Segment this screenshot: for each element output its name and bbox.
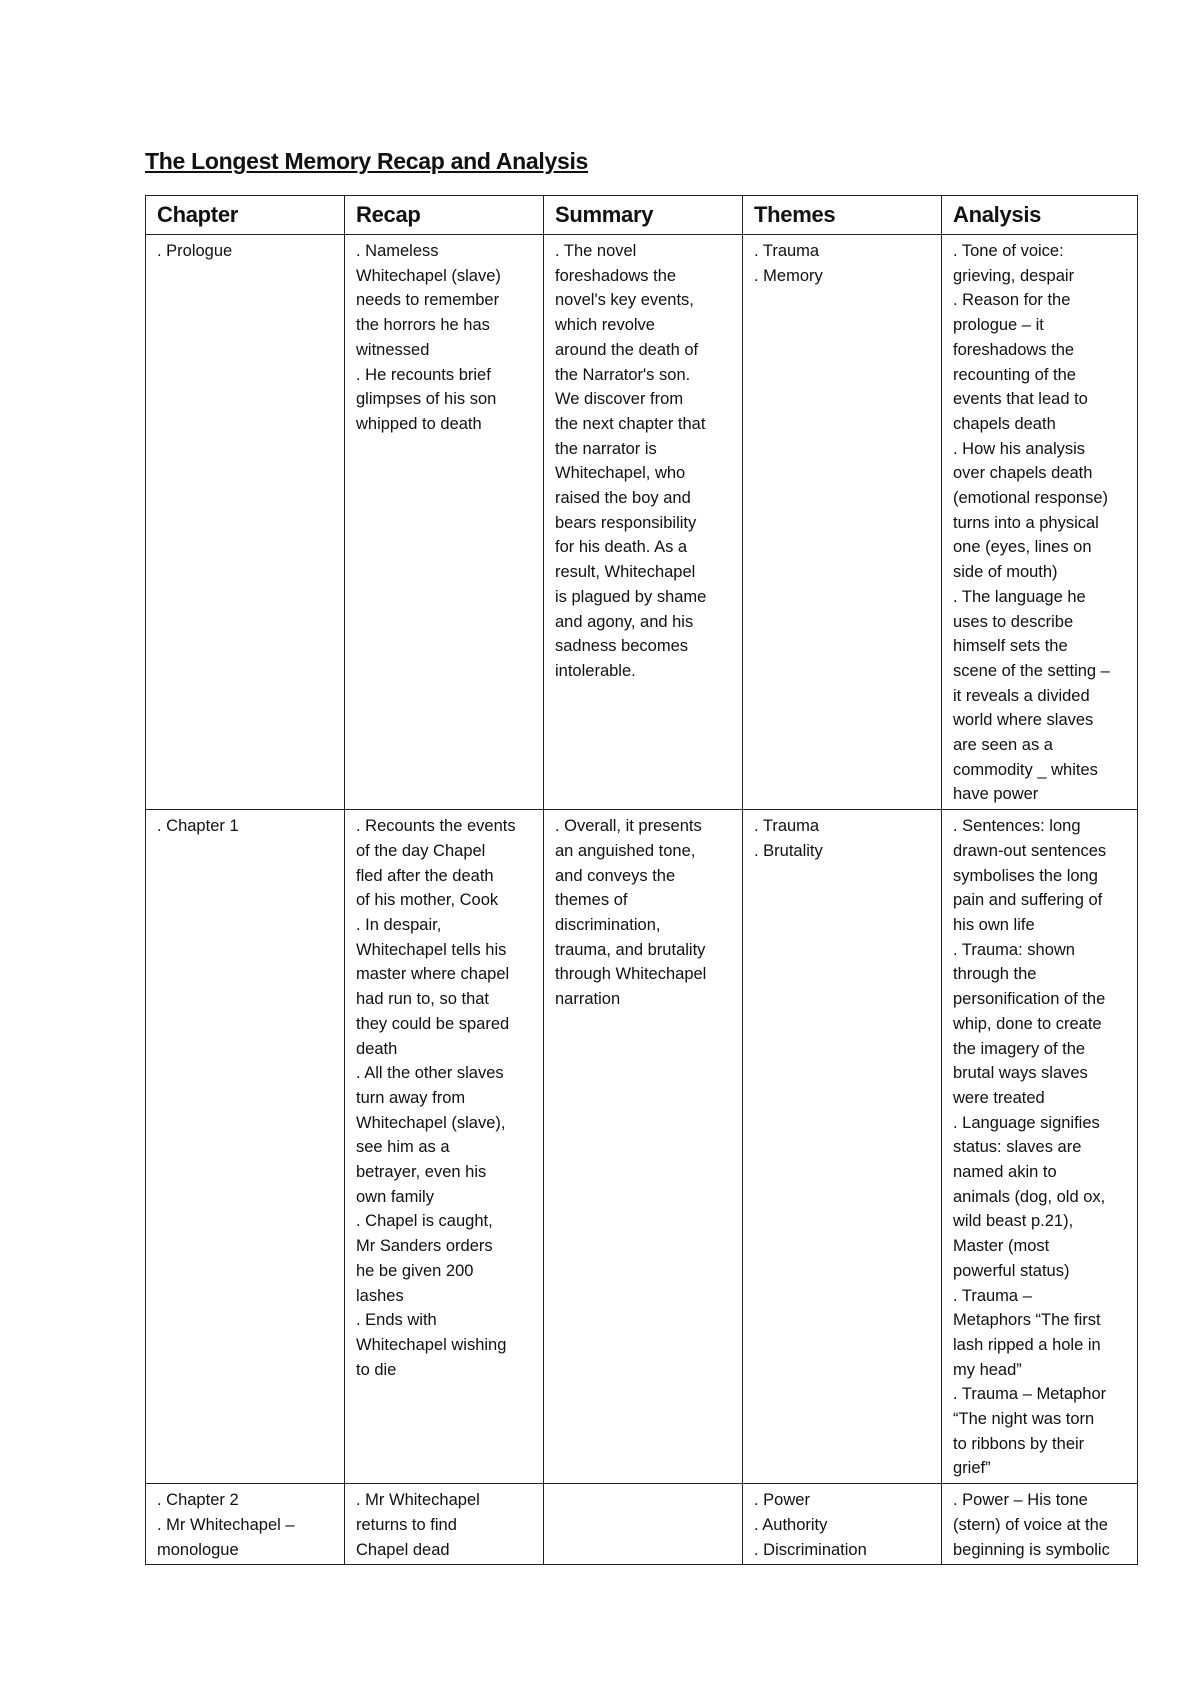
summary-line: discrimination, [555, 915, 661, 934]
analysis-line: were treated [953, 1088, 1045, 1107]
recap-line: glimpses of his son [356, 390, 497, 409]
summary-line: around the death of [555, 340, 699, 359]
header-recap: Recap [345, 196, 544, 235]
analysis-line: whip, done to create [953, 1014, 1102, 1033]
recap-line: lashes [356, 1286, 404, 1305]
themes-line: . Authority [754, 1515, 828, 1534]
summary-line: the narrator is [555, 439, 657, 458]
recap-line: . Mr Whitechapel [356, 1491, 480, 1510]
analysis-line: . Tone of voice: [953, 242, 1064, 260]
summary-line: themes of [555, 891, 628, 910]
summary-line: the Narrator's son. [555, 365, 691, 384]
summary-line: intolerable. [555, 661, 636, 680]
recap-line: they could be spared [356, 1014, 510, 1033]
themes-line: . Trauma [754, 817, 820, 836]
analysis-line: status: slaves are [953, 1138, 1082, 1157]
cell-analysis [942, 810, 1138, 1484]
cell-recap [345, 1484, 544, 1565]
cell-summary [544, 810, 743, 1484]
summary-line: trauma, and brutality [555, 940, 706, 959]
analysis-line: . The language he [953, 587, 1086, 606]
recap-line: Whitechapel tells his [356, 940, 507, 959]
cell-themes [743, 810, 942, 1484]
analysis-line: . Trauma: shown [953, 940, 1075, 959]
recap-line: . Ends with [356, 1311, 437, 1330]
analysis-line: himself sets the [953, 637, 1068, 656]
analysis-line: chapels death [953, 414, 1056, 433]
recap-line: whipped to death [356, 414, 482, 433]
analysis-line: . Reason for the [953, 291, 1071, 310]
summary-line: raised the boy and [555, 489, 691, 508]
analysis-line: pain and suffering of [953, 891, 1103, 910]
recap-line: turn away from [356, 1088, 466, 1107]
table-row [146, 1484, 1138, 1565]
summary-line: narration [555, 990, 621, 1009]
analysis-line: it reveals a divided [953, 686, 1090, 705]
recap-line: witnessed [356, 340, 430, 359]
analysis-line: the imagery of the [953, 1039, 1086, 1058]
themes-line: . Brutality [754, 841, 823, 860]
cell-analysis [942, 235, 1138, 810]
analysis-line: grieving, despair [953, 266, 1075, 285]
analysis-line: my head” [953, 1360, 1022, 1379]
recap-line: fled after the death [356, 866, 494, 885]
analysis-line: personification of the [953, 990, 1106, 1009]
analysis-line: prologue – it [953, 316, 1044, 335]
analysis-line: uses to describe [953, 612, 1074, 631]
cell-chapter [146, 810, 345, 1484]
analysis-line: over chapels death [953, 464, 1093, 483]
cell-summary [544, 1484, 743, 1565]
header-row [146, 196, 1138, 235]
summary-line: We discover from [555, 390, 684, 409]
cell-summary [544, 235, 743, 810]
analysis-line: symbolises the long [953, 866, 1098, 885]
analysis-line: . Power – His tone [953, 1491, 1088, 1510]
recap-line: . Recounts the events [356, 817, 516, 836]
recap-line: Chapel dead [356, 1540, 450, 1559]
recap-line: the horrors he has [356, 316, 490, 335]
analysis-line: wild beast p.21), [953, 1212, 1074, 1231]
summary-line: sadness becomes [555, 637, 688, 656]
recap-line: own family [356, 1187, 434, 1206]
summary-line: . The novel [555, 242, 637, 260]
recap-line: Whitechapel wishing [356, 1335, 507, 1354]
analysis-line: . Language signifies [953, 1113, 1100, 1132]
analysis-line: to ribbons by their [953, 1434, 1085, 1453]
table-body [146, 235, 1138, 1565]
recap-line: of his mother, Cook [356, 891, 499, 910]
analysis-line: have power [953, 785, 1039, 804]
chapter-line: . Chapter 1 [157, 817, 239, 836]
summary-line: an anguished tone, [555, 841, 696, 860]
analysis-line: grief” [953, 1459, 991, 1478]
summary-line: for his death. As a [555, 538, 688, 557]
analysis-line: (emotional response) [953, 489, 1108, 508]
table-row [146, 810, 1138, 1484]
analysis-line: beginning is symbolic [953, 1540, 1110, 1559]
themes-line: . Discrimination [754, 1540, 867, 1559]
header-summary: Summary [544, 196, 743, 235]
summary-line: and agony, and his [555, 612, 694, 631]
analysis-line: recounting of the [953, 365, 1076, 384]
recap-table [145, 195, 1138, 1565]
chapter-line: . Chapter 2 [157, 1491, 239, 1510]
recap-line: needs to remember [356, 291, 500, 310]
summary-line: Whitechapel, who [555, 464, 686, 483]
analysis-line: one (eyes, lines on [953, 538, 1092, 557]
recap-line: Mr Sanders orders [356, 1237, 493, 1256]
recap-line: Whitechapel (slave), [356, 1113, 506, 1132]
recap-line: he be given 200 [356, 1261, 474, 1280]
table-row [146, 235, 1138, 810]
summary-line: which revolve [555, 316, 655, 335]
cell-themes [743, 1484, 942, 1565]
analysis-line: Master (most [953, 1237, 1050, 1256]
analysis-line: brutal ways slaves [953, 1064, 1088, 1083]
analysis-line: events that lead to [953, 390, 1088, 409]
summary-line: and conveys the [555, 866, 676, 885]
analysis-line: (stern) of voice at the [953, 1515, 1108, 1534]
cell-analysis [942, 1484, 1138, 1565]
summary-line: result, Whitechapel [555, 563, 696, 582]
cell-recap [345, 810, 544, 1484]
recap-line: betrayer, even his [356, 1163, 487, 1182]
analysis-line: powerful status) [953, 1261, 1070, 1280]
analysis-line: . Trauma – [953, 1286, 1032, 1305]
chapter-line: . Prologue [157, 242, 233, 260]
recap-line: of the day Chapel [356, 841, 486, 860]
recap-line: see him as a [356, 1138, 450, 1157]
summary-line: foreshadows the [555, 266, 677, 285]
recap-line: Whitechapel (slave) [356, 266, 501, 285]
summary-line: is plagued by shame [555, 587, 707, 606]
themes-line: . Trauma [754, 242, 820, 260]
analysis-line: “The night was torn [953, 1410, 1095, 1429]
summary-line: the next chapter that [555, 414, 706, 433]
analysis-line: are seen as a [953, 736, 1053, 755]
page-title: The Longest Memory Recap and Analysis [145, 148, 589, 174]
analysis-line: animals (dog, old ox, [953, 1187, 1106, 1206]
cell-recap [345, 235, 544, 810]
summary-line: . Overall, it presents [555, 817, 702, 836]
cell-themes [743, 235, 942, 810]
analysis-line: named akin to [953, 1163, 1057, 1182]
recap-line: death [356, 1039, 398, 1058]
analysis-line: lash ripped a hole in [953, 1335, 1101, 1354]
themes-line: . Power [754, 1491, 810, 1510]
chapter-line: . Mr Whitechapel – [157, 1515, 295, 1534]
recap-line: . He recounts brief [356, 365, 491, 384]
summary-line: through Whitechapel [555, 965, 707, 984]
analysis-line: turns into a physical [953, 513, 1099, 532]
recap-line: returns to find [356, 1515, 457, 1534]
analysis-line: his own life [953, 915, 1035, 934]
summary-line: novel's key events, [555, 291, 694, 310]
recap-line: . Nameless [356, 242, 439, 260]
analysis-line: . Sentences: long [953, 817, 1081, 836]
recap-line: to die [356, 1360, 397, 1379]
header-themes: Themes [743, 196, 942, 235]
analysis-line: foreshadows the [953, 340, 1075, 359]
analysis-line: world where slaves [953, 711, 1094, 730]
header-chapter: Chapter [146, 196, 345, 235]
analysis-line: through the [953, 965, 1037, 984]
analysis-line: commodity _ whites [953, 760, 1098, 779]
chapter-line: monologue [157, 1540, 239, 1559]
analysis-line: drawn-out sentences [953, 841, 1107, 860]
cell-chapter [146, 1484, 345, 1565]
themes-line: . Memory [754, 266, 823, 285]
header-analysis: Analysis [942, 196, 1138, 235]
recap-line: . Chapel is caught, [356, 1212, 493, 1231]
recap-line: master where chapel [356, 965, 510, 984]
analysis-line: scene of the setting – [953, 661, 1110, 680]
summary-line: bears responsibility [555, 513, 697, 532]
analysis-line: . How his analysis [953, 439, 1086, 458]
recap-line: had run to, so that [356, 990, 490, 1009]
cell-chapter [146, 235, 345, 810]
analysis-line: Metaphors “The first [953, 1311, 1101, 1330]
recap-line: . All the other slaves [356, 1064, 504, 1083]
analysis-line: . Trauma – Metaphor [953, 1385, 1107, 1404]
recap-line: . In despair, [356, 915, 442, 934]
analysis-line: side of mouth) [953, 563, 1058, 582]
